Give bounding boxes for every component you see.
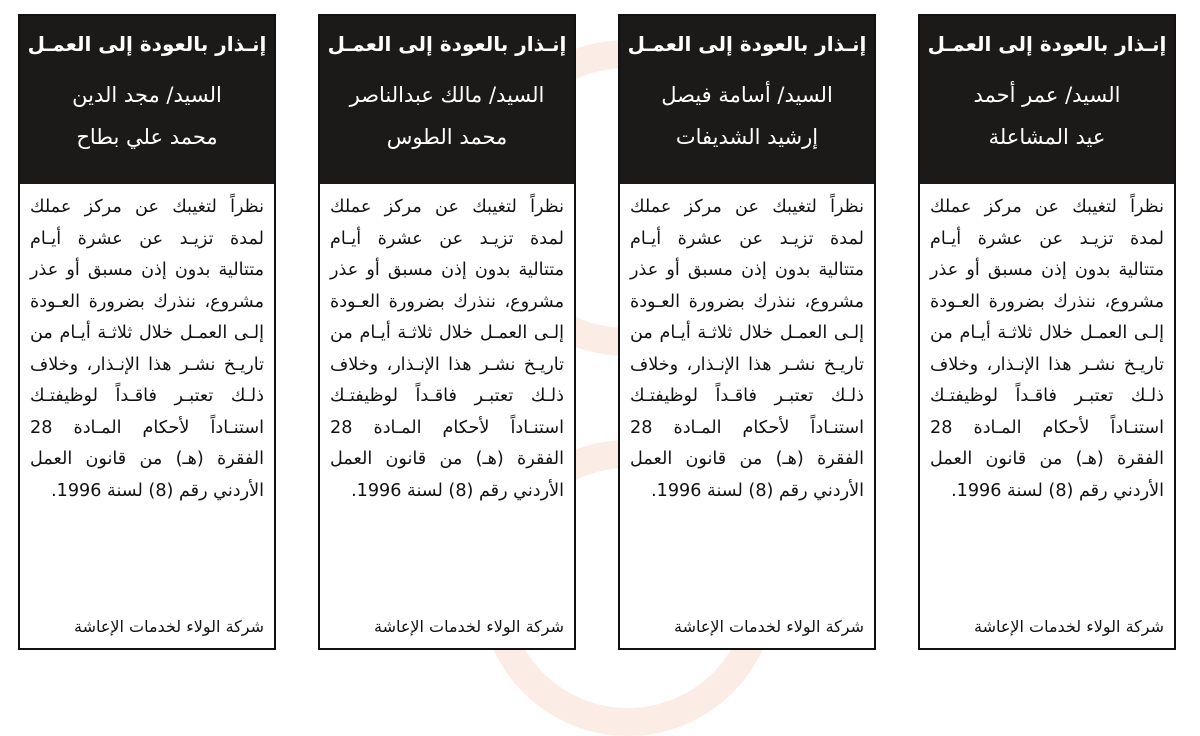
company-signature: شركة الولاء لخدمات الإعاشة: [373, 617, 564, 636]
company-signature: شركة الولاء لخدمات الإعاشة: [973, 617, 1164, 636]
notice-header: [620, 16, 874, 184]
notice-title: إنـذار بالعودة إلى العمـل: [327, 32, 567, 56]
notice-card: [18, 14, 276, 650]
notice-card: [318, 14, 576, 650]
notice-header: [920, 16, 1174, 184]
recipient-name-line2: عيد المشاعلة: [988, 125, 1106, 149]
notice-title: إنـذار بالعودة إلى العمـل: [27, 32, 267, 56]
notice-title: إنـذار بالعودة إلى العمـل: [927, 32, 1167, 56]
notice-body: نظراً لتغيبك عن مركز عملك لمدة تزيـد عن عشرة أيـام متتالية بدون إذن مسبق أو عذر مشروع، ننذرك بضرورة العـودة إلـى العمـل خلال ثلاثـة أيـام من تاريـخ نشـر هذا الإنـذار، وخلاف ذلـك تعتبـر فاقـداً لوظيفتـك استنـاداً لأحكام المـادة 28 الفقرة (هـ) من قانون العمل الأردني رقم (8) لسنة 1996.: [330, 197, 564, 501]
notice-header: [20, 16, 274, 184]
recipient-name: [20, 72, 274, 184]
notice-header: [320, 16, 574, 184]
recipient-name-line2: إرشيد الشديفات: [675, 125, 819, 149]
company-signature: شركة الولاء لخدمات الإعاشة: [73, 617, 264, 636]
notice-card: [618, 14, 876, 650]
recipient-name: [620, 72, 874, 184]
recipient-name-line1: السيد/ مالك عبدالناصر: [349, 83, 545, 107]
notice-title: إنـذار بالعودة إلى العمـل: [627, 32, 867, 56]
recipient-name-line2: محمد الطوس: [386, 125, 508, 149]
recipient-name-line1: السيد/ مجد الدين: [72, 83, 222, 107]
notice-body: نظراً لتغيبك عن مركز عملك لمدة تزيـد عن عشرة أيـام متتالية بدون إذن مسبق أو عذر مشروع، ننذرك بضرورة العـودة إلـى العمـل خلال ثلاثـة أيـام من تاريـخ نشـر هذا الإنـذار، وخلاف ذلـك تعتبـر فاقـداً لوظيفتـك استنـاداً لأحكام المـادة 28 الفقرة (هـ) من قانون العمل الأردني رقم (8) لسنة 1996.: [30, 197, 264, 501]
notice-card: [918, 14, 1176, 650]
notice-body: نظراً لتغيبك عن مركز عملك لمدة تزيـد عن عشرة أيـام متتالية بدون إذن مسبق أو عذر مشروع، ننذرك بضرورة العـودة إلـى العمـل خلال ثلاثـة أيـام من تاريـخ نشـر هذا الإنـذار، وخلاف ذلـك تعتبـر فاقـداً لوظيفتـك استنـاداً لأحكام المـادة 28 الفقرة (هـ) من قانون العمل الأردني رقم (8) لسنة 1996.: [630, 197, 864, 501]
company-signature: شركة الولاء لخدمات الإعاشة: [673, 617, 864, 636]
notice-body: نظراً لتغيبك عن مركز عملك لمدة تزيـد عن عشرة أيـام متتالية بدون إذن مسبق أو عذر مشروع، ننذرك بضرورة العـودة إلـى العمـل خلال ثلاثـة أيـام من تاريـخ نشـر هذا الإنـذار، وخلاف ذلـك تعتبـر فاقـداً لوظيفتـك استنـاداً لأحكام المـادة 28 الفقرة (هـ) من قانون العمل الأردني رقم (8) لسنة 1996.: [930, 197, 1164, 501]
recipient-name: [320, 72, 574, 184]
recipient-name-line1: السيد/ أسامة فيصل: [661, 83, 833, 107]
recipient-name-line1: السيد/ عمر أحمد: [973, 83, 1121, 107]
recipient-name-line2: محمد علي بطاح: [76, 125, 218, 149]
recipient-name: [920, 72, 1174, 184]
